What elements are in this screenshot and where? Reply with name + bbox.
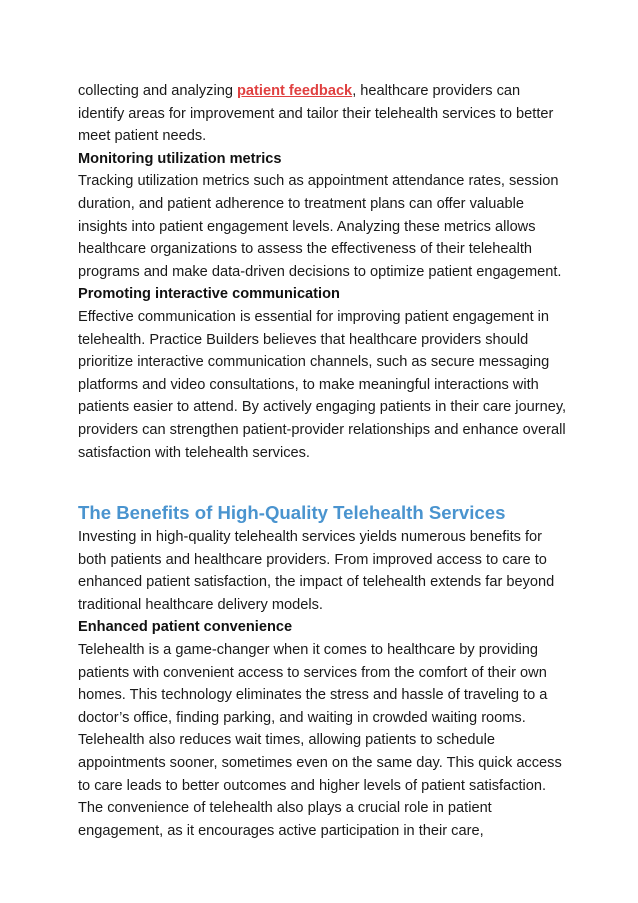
convenience-paragraph: Telehealth is a game-changer when it comes to healthcare by providing patients with convenient access to services from the comfort of their own homes. This technology eliminates the stress and hassle of traveling to a doctor’s office, finding parking, and waiting in crowded waiting rooms. Telehealth also reduces wait times, allowing patients to schedule appointments sooner, sometimes even on the same day. This quick access to care leads to better outcomes and higher levels of patient satisfaction. The convenience of telehealth also plays a crucial role in patient engagement, as it encourages active participation in their care, (78, 642, 562, 839)
monitoring-heading: Monitoring utilization metrics (78, 150, 282, 167)
patient-feedback-link[interactable]: patient feedback (237, 83, 353, 99)
intro-text-after: , healthcare providers can identify areas for improvement and tailor their telehealth services to better meet patient needs. (78, 83, 554, 145)
intro-paragraph (78, 80, 568, 148)
intro-text-before: collecting and analyzing (78, 83, 238, 99)
communication-heading: Promoting interactive communication (78, 286, 340, 303)
benefits-intro-paragraph: Investing in high-quality telehealth services yields numerous benefits for both patients and healthcare providers. From improved access to care to enhanced patient satisfaction, the impact of telehealth extends far beyond traditional healthcare delivery models. (78, 529, 555, 613)
communication-paragraph: Effective communication is essential for improving patient engagement in telehealth. Practice Builders believes that healthcare providers should prioritize interactive communication channels, such as secure messaging platforms and video consultations, to make meaningful interactions with patients easier to attend. By actively engaging patients in their care journey, providers can strengthen patient-provider relationships and enhance overall satisfaction with telehealth services. (78, 308, 567, 461)
monitoring-paragraph: Tracking utilization metrics such as appointment attendance rates, session duration, and patient adherence to treatment plans can offer valuable insights into patient engagement levels. Analyzing these metrics allows healthcare organizations to assess the effectiveness of their telehealth programs and make data-driven decisions to optimize patient engagement. (78, 173, 562, 280)
convenience-heading: Enhanced patient convenience (78, 619, 293, 636)
document-page (78, 80, 568, 842)
benefits-heading: The Benefits of High-Quality Telehealth Services (78, 502, 506, 524)
